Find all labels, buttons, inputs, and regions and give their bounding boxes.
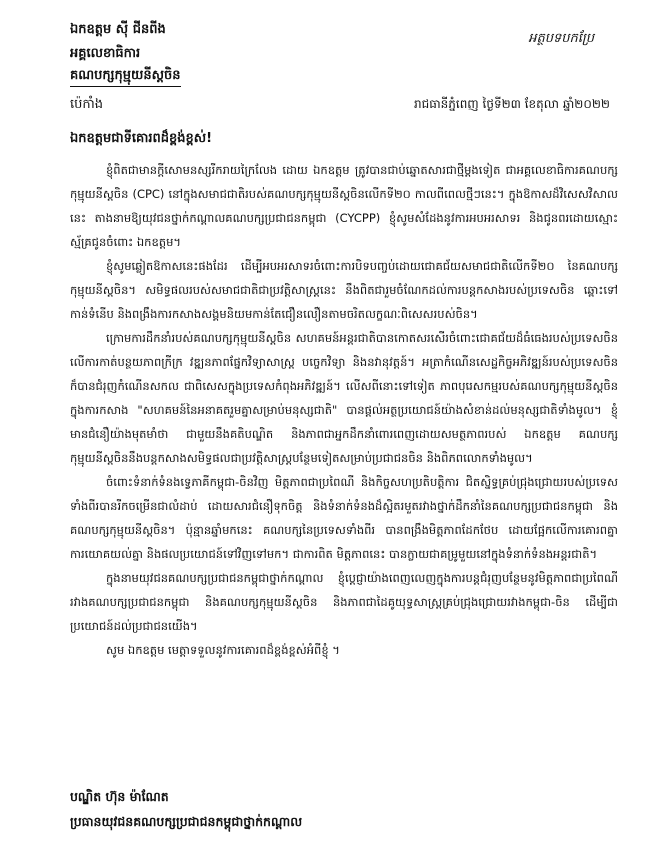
dateline: រាជធានីភ្នំពេញ ថ្ងៃទី២៣ ខែតុលា ឆ្នាំ២០២២ — [413, 97, 610, 111]
paragraph-2: ខ្ញុំសូមឆ្លៀតឱកាសនេះផងដែរ ដើម្បីអបអរសាទរចំពោះការបិទបញ្ចប់ដោយជោគជ័យសមាជជាតិលើកទី២០ នៃគណបក្សកុម្មុយនីស្តចិន។ សមិទ្ធផលរបស់សមាជជាតិជាប្រវត្តិសាស្ត្រនេះ នឹងពិតជារួមចំណែកដល់ការបន្តកសាងរបស់ប្រទេសចិន ឆ្ពោះទៅកាន់ទំនើប និងពង្រឹងការកសាងសង្គមនិយមកាន់តែជឿនលឿនតាមចរិតលក្ខណៈពិសេសរបស់ចិន។ — [70, 259, 618, 321]
letter-body — [70, 158, 618, 662]
paragraph-6: សូម ឯកឧត្តម មេត្តាទទួលនូវការគោរពដ៏ខ្ពង់ខ្ពស់អំពីខ្ញុំ ។ — [106, 643, 340, 657]
paragraph-1: ខ្ញុំពិតជាមានក្តីសោមនស្សរីករាយក្រៃលែង ដោយ ឯកឧត្តម ត្រូវបានជាប់ឆ្នោតសារជាថ្មីម្តងទៀត ជាអគ្គលេខាធិការគណបក្សកុម្មុយនីស្តចិន (CPC) នៅក្នុងសមាជជាតិរបស់គណបក្សកុម្មុយនីស្តចិនលើកទី២០ កាលពីពេលថ្មីៗនេះ។ ក្នុងឱកាសដ៏វិសេសវិសាលនេះ តាងនាមឱ្យយុវជនថ្នាក់កណ្តាលគណបក្សប្រជាជនកម្ពុជា (CYCPP) ខ្ញុំសូមសំដែងនូវការអបអរសាទរ និងជូនពរដោយស្មោះស្ម័គ្រជូនចំពោះ ឯកឧត្តម។ — [70, 163, 618, 249]
recipient-organization: គណបក្សកុម្មុយនីស្តចិន — [70, 66, 181, 87]
signature-block — [70, 784, 618, 834]
signatory-title: ប្រធានយុវជនគណបក្សប្រជាជនកម្ពុជាថ្នាក់កណ្តាល — [70, 814, 303, 829]
paragraph-4: ចំពោះទំនាក់ទំនងទ្វេភាគីកម្ពុជា-ចិនវិញ មិត្តភាពជាប្រពៃណី និងកិច្ចសហប្រតិបត្តិការ ជិតស្និទ្ធគ្រប់ជ្រុងជ្រោយរបស់ប្រទេសទាំងពីរបានរីកចម្រើនជាលំដាប់ ដោយសារជំនឿទុកចិត្ត និងទំនាក់ទំនងដ៏ស្អិតរមួតរវាងថ្នាក់ដឹកនាំនៃគណបក្សប្រជាជនកម្ពុជា និងគណបក្សកុម្មុយនីស្តចិន។ ប៉ុន្មានឆ្នាំមកនេះ គណបក្សនៃប្រទេសទាំងពីរ បានពង្រឹងមិត្តភាពដែកថែប ដោយផ្អែកលើការគោរពគ្នា ការយោគយល់គ្នា និងផលប្រយោជន៍ទៅវិញទៅមក។ ជាការពិត មិត្តភាពនេះ បានក្លាយជាគម្រូមួយនៅក្នុងទំនាក់ទំនងអន្តរជាតិ។ — [70, 475, 618, 561]
signatory-name: បណ្ឌិត ហ៊ុន ម៉ាណែត — [70, 789, 169, 804]
translation-label: អត្ថបទបកប្រែ — [528, 31, 594, 46]
recipient-position: អគ្គលេខាធិការ — [70, 46, 141, 61]
recipient-header — [70, 18, 430, 117]
paragraph-5: ក្នុងនាមយុវជនគណបក្សប្រជាជនកម្ពុជាថ្នាក់កណ្តាល ខ្ញុំប្តេជ្ញាយ៉ាងពេញលេញក្នុងការបន្តជំរុញបន្ថែមនូវមិត្តភាពជាប្រពៃណីរវាងគណបក្សប្រជាជនកម្ពុជា និងគណបក្សកុម្មុយនីស្តចិន និងភាពជាដៃគូយុទ្ធសាស្ត្រគ្រប់ជ្រុងជ្រោយរវាងកម្ពុជា-ចិន ដើម្បីជាប្រយោជន៍ដល់ប្រជាជនយើង។ — [70, 571, 618, 633]
salutation: ឯកឧត្តមជាទីគោរពដ៏ខ្ពង់ខ្ពស់! — [70, 131, 213, 146]
paragraph-3: ក្រោមការដឹកនាំរបស់គណបក្សកុម្មុយនីស្តចិន សហគមន៍អន្តរជាតិបានកោតសរសើរចំពោះជោគជ័យដ៏ធំធេងរបស់ប្រទេសចិន លើការកាត់បន្ថយភាពក្រីក្រ វឌ្ឍនភាពផ្នែកវិទ្យាសាស្ត្រ បច្ចេកវិទ្យា និងនវានុវត្តន៍។ អត្រាកំណើនសេដ្ឋកិច្ចអភិវឌ្ឍន៍របស់ប្រទេសចិន ក៏បានជំរុញកំណើនសកល ជាពិសេសក្នុងប្រទេសកំពុងអភិវឌ្ឍន៍។ លើសពីនោះទៅទៀត ភាពបុរេសកម្មរបស់គណបក្សកុម្មុយនីស្តចិន ក្នុងការកសាង "សហគមន៍នៃអនាគតរួមគ្នាសម្រាប់មនុស្សជាតិ" បានផ្តល់អត្ថប្រយោជន៍យ៉ាងសំខាន់ដល់មនុស្សជាតិទាំងមូល។ ខ្ញុំមានជំនឿយ៉ាងមុតមាំថា ជាមួយនឹងគតិបណ្ឌិត និងភាពជាអ្នកដឹកនាំពោរពេញដោយសមត្ថភាពរបស់ ឯកឧត្តម គណបក្សកុម្មុយនីស្តចិននឹងបន្តកសាងសមិទ្ធផលជាប្រវត្តិសាស្ត្របន្ថែមទៀតសម្រាប់ប្រជាជនចិន និងពិភពលោកទាំងមូល។ — [70, 331, 618, 465]
recipient-city: ប៉េកាំង — [70, 97, 104, 112]
recipient-name: ឯកឧត្តម ស៊ី ជីនពីង — [70, 22, 166, 37]
